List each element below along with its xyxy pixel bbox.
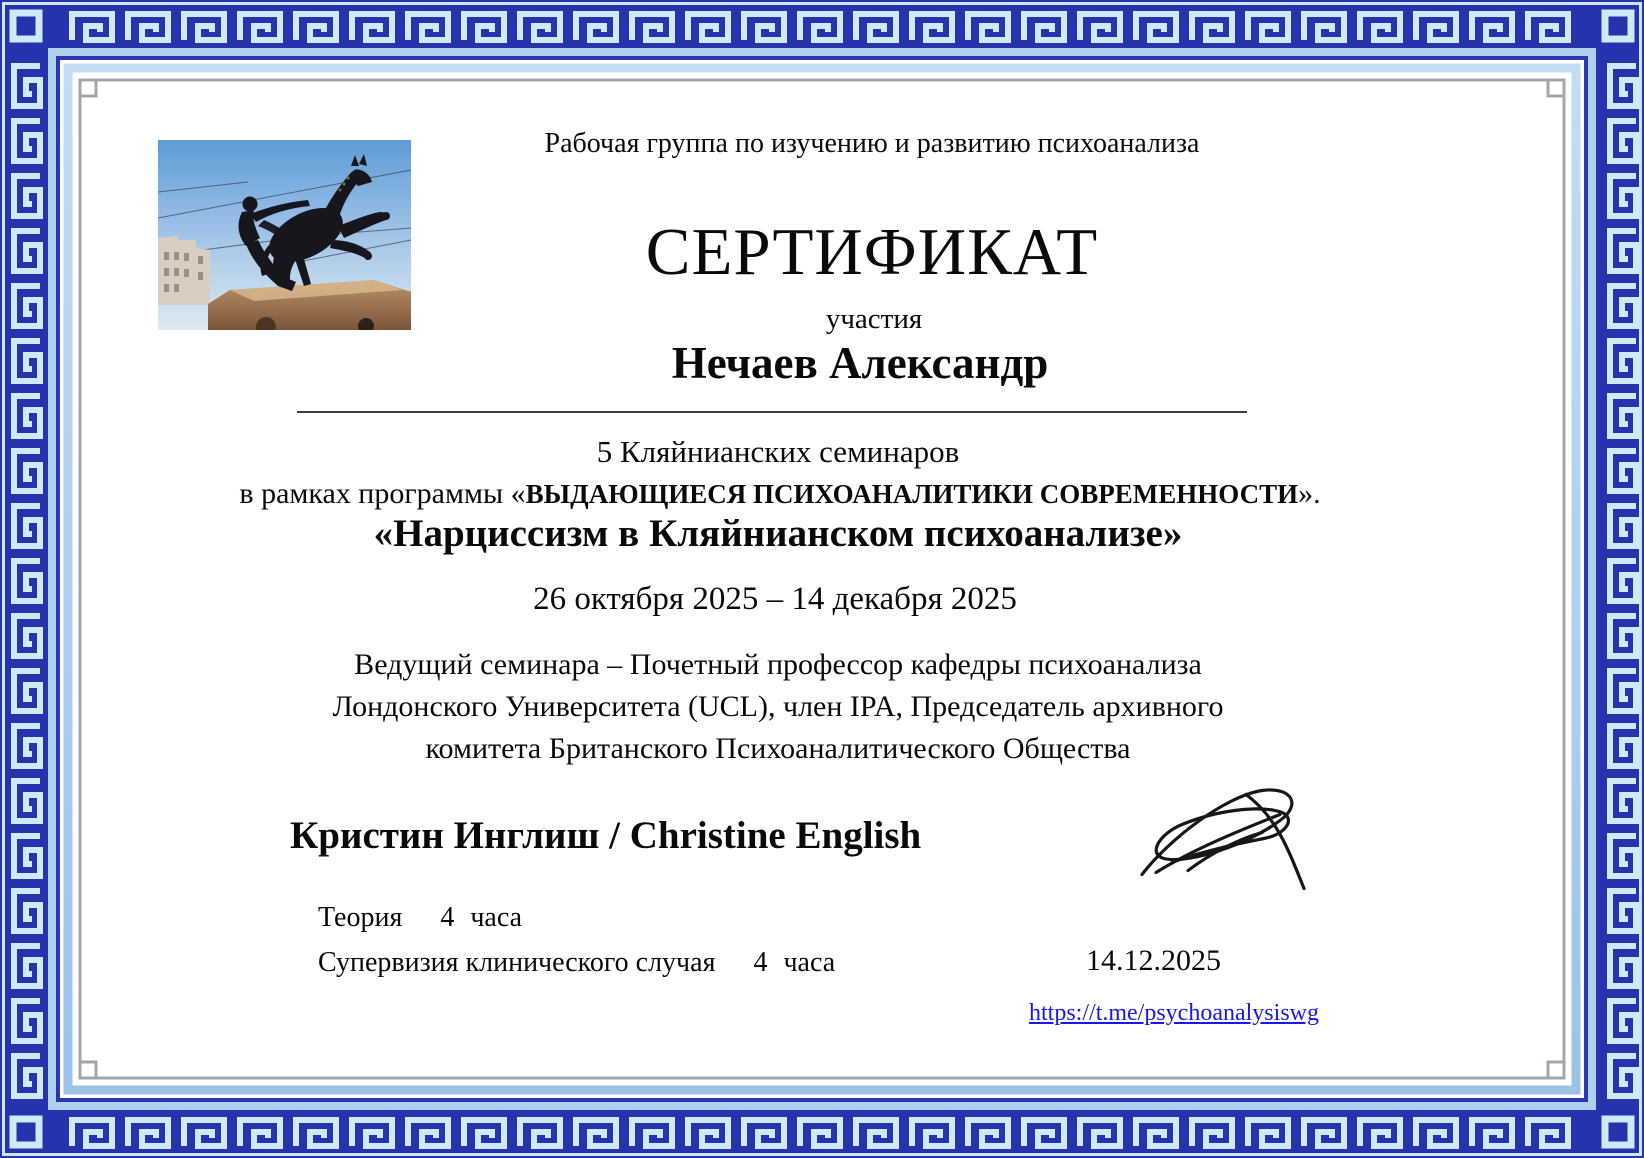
hours-value: 4 <box>753 947 768 978</box>
presenter-description <box>333 644 1224 770</box>
hours-row-theory <box>318 902 522 934</box>
telegram-link[interactable]: https://t.me/psychoanalysiswg <box>1029 1000 1319 1026</box>
program-prefix: в рамках программы « <box>239 477 526 510</box>
hours-unit: часа <box>470 902 523 933</box>
presenter-description-line1: Ведущий семинара – Почетный профессор кафедры психоанализа <box>354 648 1202 681</box>
certificate-subtitle: участия <box>825 303 923 335</box>
anichkov-horse-tamer-statue-photo <box>158 140 411 330</box>
program-line <box>239 477 1320 512</box>
hours-label: Теория <box>318 902 403 933</box>
telegram-link-wrap <box>1029 1000 1319 1028</box>
program-suffix: ». <box>1298 477 1321 510</box>
presenter-description-line3: комитета Британского Психоаналитического Общества <box>425 732 1131 765</box>
hours-value: 4 <box>440 902 455 933</box>
certificate-title: СЕРТИФИКАТ <box>645 215 1099 289</box>
hours-unit: часа <box>783 947 836 978</box>
presenter-name: Кристин Инглиш / Christine English <box>290 814 922 857</box>
issue-date: 14.12.2025 <box>1086 944 1221 977</box>
program-name: ВЫДАЮЩИЕСЯ ПСИХОАНАЛИТИКИ СОВРЕМЕННОСТИ <box>525 479 1299 509</box>
recipient-underline <box>297 411 1247 413</box>
course-date-range: 26 октября 2025 – 14 декабря 2025 <box>533 581 1017 617</box>
signature <box>1128 772 1313 897</box>
recipient-name: Нечаев Александр <box>671 338 1049 388</box>
course-title: «Нарциссизм в Кляйнианском психоанализе» <box>373 512 1183 555</box>
seminars-count-line: 5 Кляйнианских семинаров <box>596 434 960 469</box>
organization-name: Рабочая группа по изучению и развитию психоанализа <box>544 128 1200 159</box>
hours-row-supervision <box>318 947 835 979</box>
hours-label: Супервизия клинического случая <box>318 947 716 978</box>
presenter-description-line2: Лондонского Университета (UCL), член IPA, Председатель архивного <box>332 690 1224 723</box>
